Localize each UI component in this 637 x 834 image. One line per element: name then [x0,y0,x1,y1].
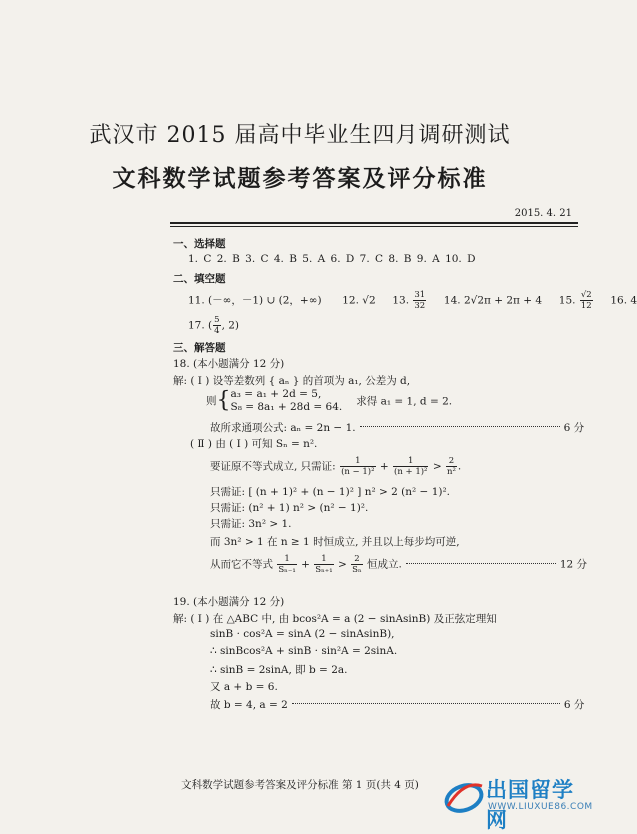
answer-13-label: 13. [392,294,410,307]
q18-equation-stack [231,388,343,414]
q19-result: 故 b = 4, a = 2 [210,699,288,711]
q18-fraction-2 [393,456,428,477]
answer-13-fraction [413,290,426,311]
q18-equation-2: S₈ = 8a₁ + 28d = 64. [230,401,343,413]
q18-line-5-prefix: 要证原不等式成立, 只需证: [210,460,336,473]
answer-13-denominator: 32 [414,301,426,311]
q18-system-prefix: 则 [206,395,217,407]
q18-score-1: 6 分 [563,422,585,434]
q18-fraction-3-num: 2 [446,456,457,467]
q18-sum-plus: + [301,558,310,571]
answer-17 [188,315,239,336]
q18-greater: > [432,460,442,473]
q18-system-result: 求得 a₁ = 1, d = 2. [356,395,453,408]
document-title: 文科数学试题参考答案及评分标准 [112,165,488,192]
answer-11: 11. (－∞，－1) ∪ (2，+∞) [188,294,322,307]
answer-15-numerator: √2 [580,290,592,300]
q19-line-4: ∴ sinB = 2sinA, 即 b = 2a. [210,664,348,676]
answer-14: 14. 2√2π + 2π + 4 [443,294,543,307]
q18-fraction-1 [340,456,375,477]
q18-fraction-3-den: n² [446,467,456,477]
watermark-brand: 出国留学网 [486,778,574,832]
q18-fraction-2-num: 1 [393,456,428,467]
left-brace-icon: { [216,388,231,413]
globe-swoosh-icon [442,776,486,814]
answer-17-denominator: 4 [214,326,220,336]
answer-12: 12. √2 [342,294,376,307]
q19-line-6 [210,697,584,712]
answer-17-numerator: 5 [214,315,220,325]
q18-fraction-1-den: (n − 1)² [341,467,375,477]
q18-system [206,388,452,414]
q18-score-2: 12 分 [559,558,588,571]
choice-answers: 1. C 2. B 3. C 4. B 5. A 6. D 7. C 8. B 9. A 10. D [188,253,476,265]
q18-sum-fraction-3-den: Sₙ [352,565,362,575]
answer-13-numerator: 31 [414,290,426,300]
q18-line-10-end: 恒成立. [367,558,402,571]
score-leader [406,563,556,564]
q19-score: 6 分 [563,699,585,711]
choice-heading: 一、选择题 [173,238,226,250]
q18-equation-1: a₃ = a₁ + 2d = 5, [230,388,322,400]
q18-fraction-1-num: 1 [340,456,375,467]
q19-line-1: 解: ( Ⅰ ) 在 △ABC 中, 由 bcos²A = a (2 − sinAsinB) 及正弦定理知 [173,613,497,625]
q18-heading: 18. (本小题满分 12 分) [173,358,285,370]
q18-sum-fraction-3-num: 2 [351,554,363,565]
answer-15-label: 15. [558,294,576,307]
answer-15-fraction [580,290,593,311]
q18-line-10-prefix: 从而它不等式 [210,558,273,571]
q18-sum-fraction-1-den: Sₙ₋₁ [278,565,296,575]
q18-line-6: 只需证: [ (n + 1)² + (n − 1)² ] n² > 2 (n² − 1)². [210,486,451,498]
q18-fraction-2-den: (n + 1)² [394,467,428,477]
q18-fraction-3 [446,456,457,477]
q18-part-2: ( Ⅱ ) 由 ( Ⅰ ) 可知 Sₙ = n². [190,438,318,450]
q18-line-9: 而 3n² > 1 在 n ≥ 1 时恒成立, 并且以上每步均可逆, [210,536,460,548]
q18-line-5-end: . [457,460,462,473]
answer-17-fraction [213,315,220,336]
q18-line-3 [210,420,584,435]
q18-line-7: 只需证: (n² + 1) n² > (n² − 1)². [210,502,369,514]
q19-line-2: sinB · cos²A = sinA (2 − sinAsinB), [210,628,395,640]
q18-general-term: 故所求通项公式: aₙ = 2n − 1. [210,422,356,434]
score-leader [292,703,560,704]
exam-title: 武汉市 2015 届高中毕业生四月调研测试 [89,123,511,148]
header-rule-thin [170,226,578,227]
page-footer: 文科数学试题参考答案及评分标准 第 1 页(共 4 页) [181,779,419,791]
exam-date: 2015. 4. 21 [514,208,572,219]
solve-heading: 三、解答题 [173,342,226,354]
answer-17-label: 17. ( [188,319,213,332]
q19-line-3: ∴ sinBcos²A + sinB · sin²A = 2sinA. [210,645,398,657]
q18-sum-fraction-2 [314,554,333,575]
q18-sum-fraction-3 [351,554,363,575]
q18-line-1: 解: ( Ⅰ ) 设等差数列 { aₙ } 的首项为 a₁, 公差为 d, [173,375,411,387]
watermark-logo [442,772,593,832]
q18-line-5 [210,456,461,477]
q18-sum-fraction-2-num: 1 [314,554,333,565]
fill-heading: 二、填空题 [173,273,226,285]
q18-line-8: 只需证: 3n² > 1. [210,518,292,530]
q19-heading: 19. (本小题满分 12 分) [173,596,285,608]
q18-plus: + [379,460,389,473]
watermark-url: WWW.LIUXUE86.COM [488,802,593,812]
answer-16: 16. 4 [610,294,637,307]
answer-17-rest: , 2) [221,319,240,332]
q18-line-10 [210,554,587,575]
header-rule-thick [170,222,578,224]
q18-sum-fraction-1-num: 1 [277,554,296,565]
q18-sum-fraction-1 [277,554,296,575]
score-leader [360,426,560,427]
q18-sum-fraction-2-den: Sₙ₊₁ [315,565,333,575]
answer-15-denominator: 12 [580,301,592,311]
fill-answers-row [188,290,637,311]
q18-sum-greater: > [338,558,347,571]
q19-line-5: 又 a + b = 6. [210,681,278,693]
